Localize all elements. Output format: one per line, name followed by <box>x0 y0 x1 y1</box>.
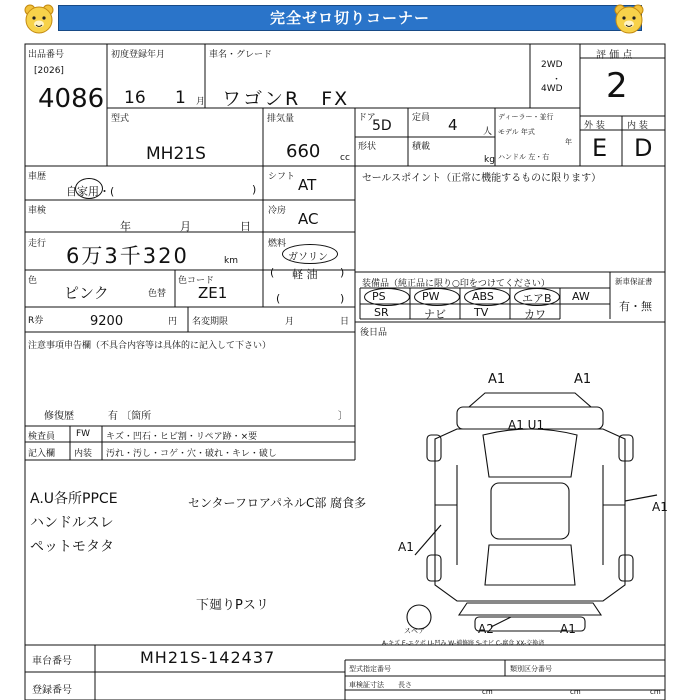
selling-point-label: セールスポイント（正常に機能するものに限ります） <box>362 173 602 184</box>
history-value: 自家用・( <box>66 185 115 198</box>
car-name-label: 車名・グレード <box>209 50 273 60</box>
comment-line-1: A.U各所PPCE <box>30 491 118 507</box>
color-open: ( <box>276 292 281 305</box>
aircon-label: 冷房 <box>268 206 287 216</box>
equipment-item: ナビ <box>424 308 446 321</box>
recycle-value: 9200 <box>90 314 124 329</box>
equipment-item: SR <box>374 306 389 319</box>
equipment-circle-mark <box>464 288 510 306</box>
lot-number: 4086 <box>38 84 105 114</box>
equipment-circle-mark <box>414 288 460 306</box>
repair-label: 修復歴 <box>44 411 74 422</box>
chassis-label: 車台番号 <box>32 656 72 667</box>
inspection-label: 車検 <box>28 206 47 216</box>
model-year-unit: 年 <box>565 138 572 146</box>
inspection-month-unit: 月 <box>180 220 191 233</box>
name-change-day: 日 <box>340 317 350 327</box>
capacity-label: 定員 <box>412 113 431 123</box>
equipment-item: TV <box>474 306 489 319</box>
repair-close: 〕 <box>338 411 348 422</box>
shape-label: 形状 <box>358 142 377 152</box>
engine-unit: cc <box>340 153 350 163</box>
engine-label: 排気量 <box>267 114 295 124</box>
color-value: ピンク <box>64 284 109 302</box>
warranty-value: 有・無 <box>619 300 652 313</box>
length-unit-1: cm <box>482 688 493 696</box>
first-reg-month: 1 <box>175 88 186 108</box>
equipment-item: カワ <box>524 308 546 321</box>
fuel-gas: ガソリン <box>288 252 328 263</box>
equipment-circle-mark <box>364 288 410 306</box>
damage-mark-left-side: A1 <box>398 540 414 554</box>
inspector-row1-tag: FW <box>76 429 91 439</box>
equipment-item: ABS <box>472 290 494 303</box>
name-change-month: 月 <box>285 317 295 327</box>
inspector-row2-items: 汚れ・汚し・コゲ・穴・破れ・キレ・破し <box>106 449 277 459</box>
drive-4wd: 4WD <box>541 84 563 94</box>
car-condition-diagram <box>395 365 665 635</box>
cert-size-label: 車検証寸法 <box>349 681 384 689</box>
equipment-item: エアB <box>522 292 552 305</box>
load-unit: kg <box>484 155 495 165</box>
mileage-label: 走行 <box>28 239 47 249</box>
lot-year-tag: [2026] <box>34 66 64 76</box>
comment-line-3: ペットモタタ <box>30 539 114 555</box>
door-label: ドア <box>358 113 376 123</box>
handle-label: ハンドル 左・右 <box>498 153 550 161</box>
inspector-row1-items: キズ・凹石・ヒビ割・リペア跡・×要 <box>106 432 258 442</box>
model-label: 型式 <box>111 114 130 124</box>
model-value: MH21S <box>146 144 206 164</box>
model-year-label: モデル 年式 <box>498 128 535 136</box>
shift-label: シフト <box>268 172 296 182</box>
first-reg-year: 16 <box>124 88 146 108</box>
notes-label: 注意事項申告欄（不具合内容等は具体的に記入して下さい） <box>28 341 272 351</box>
mileage-value: 6万3千320 <box>66 244 189 268</box>
reg-no-label: 登録番号 <box>32 685 72 696</box>
history-label: 車歴 <box>28 172 47 182</box>
equipment-item: AW <box>572 290 590 303</box>
name-change-label: 名変期限 <box>192 317 229 327</box>
entry-label: 記入欄 <box>28 449 56 459</box>
class-number-label: 類別区分番号 <box>510 665 552 673</box>
recycle-unit: 円 <box>168 317 178 327</box>
engine-value: 660 <box>286 141 321 162</box>
damage-legend: A-キズ E-エクボ U-凹み W-補修跡 S-サビ C-腐食 XX-交換済 <box>382 640 545 647</box>
type-designation-label: 型式指定番号 <box>349 665 391 673</box>
rear-items-label: 後日品 <box>360 328 388 338</box>
color-code-value: ZE1 <box>198 284 228 302</box>
repair-value: 有 〔箇所 <box>108 411 152 422</box>
inspection-day-unit: 日 <box>240 220 251 233</box>
history-circle-mark <box>75 178 103 199</box>
rating-value: 2 <box>606 66 628 106</box>
drive-2wd: 2WD <box>541 60 563 70</box>
damage-mark-front-left: A1 <box>488 372 506 387</box>
lot-number-label: 出品番号 <box>28 50 65 60</box>
page-title: 完全ゼロ切りコーナー <box>58 5 642 31</box>
damage-mark-front-right: A1 <box>574 372 592 387</box>
length-unit-3: cm <box>650 688 661 696</box>
color-close: ) <box>340 292 345 305</box>
load-label: 積載 <box>412 142 431 152</box>
color-code-label: 色コード <box>178 276 215 286</box>
damage-mark-rear-left: A2 <box>478 622 494 636</box>
equipment-item: PS <box>372 290 386 303</box>
inspector-row2-tag: 内装 <box>74 449 93 459</box>
fuel-light: 軽 油 <box>292 268 318 281</box>
spare-tire-label: スペア <box>404 627 425 635</box>
damage-mark-right-side: A1 <box>652 500 668 514</box>
capacity-value: 4 <box>448 116 458 134</box>
equipment-label: 装備品（純正品に限り○印をつけてください） <box>362 279 550 289</box>
interior-grade: D <box>634 134 653 162</box>
car-name-value: ワゴンR FX <box>222 88 350 110</box>
damage-mark-hood: A1 U1 <box>508 418 545 432</box>
first-reg-month-unit: 月 <box>196 97 206 107</box>
dealer-import-label: ディーラー・並行 <box>498 113 554 121</box>
history-close: ) <box>252 183 257 196</box>
exterior-grade: E <box>592 134 608 162</box>
fuel-close: ) <box>340 266 345 279</box>
first-reg-label: 初度登録年月 <box>111 50 166 60</box>
length-unit-2: cm <box>570 688 581 696</box>
color-label: 色 <box>28 276 38 286</box>
aircon-value: AC <box>298 210 319 228</box>
mileage-unit: km <box>224 256 238 266</box>
fuel-open: ( <box>270 266 275 279</box>
exterior-label: 外 装 <box>584 121 605 131</box>
comment-line-2: ハンドルスレ <box>30 515 114 531</box>
interior-label: 内 装 <box>627 121 648 131</box>
chassis-value: MH21S-142437 <box>140 648 276 667</box>
damage-mark-rear-right: A1 <box>560 622 576 636</box>
rating-label: 評 価 点 <box>596 50 633 61</box>
length-label: 長さ <box>398 681 412 689</box>
equipment-item: PW <box>422 290 440 303</box>
equipment-circle-mark <box>514 288 560 306</box>
recycle-label: R券 <box>28 316 44 326</box>
door-value: 5D <box>372 118 392 134</box>
fuel-label: 燃料 <box>268 239 287 249</box>
fuel-gas-circle-mark <box>282 244 338 264</box>
warranty-label: 新車保証書 <box>615 277 653 286</box>
shift-value: AT <box>298 176 317 194</box>
capacity-unit: 人 <box>483 127 493 137</box>
inspector-label: 検査員 <box>28 432 56 442</box>
inspection-year-unit: 年 <box>120 220 131 233</box>
drive-dot: ・ <box>552 75 562 85</box>
color-tone-label: 色替 <box>148 289 167 299</box>
comment-bottom: 下廻りPスリ <box>196 598 269 613</box>
comment-center: センターフロアパネルC部 腐食多 <box>188 496 367 510</box>
